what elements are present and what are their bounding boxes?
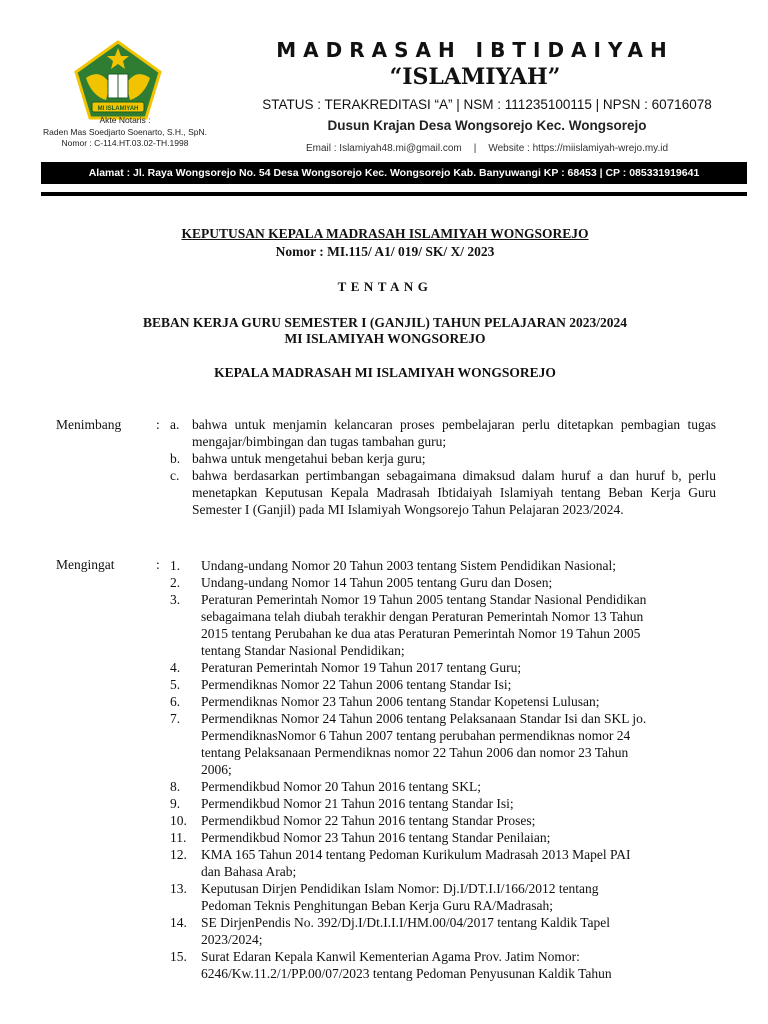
- letterhead-divider: [41, 192, 747, 196]
- school-type: MADRASAH IBTIDAIYAH: [276, 38, 674, 62]
- item-line: Permendikbud Nomor 20 Tahun 2016 tentang SKL;: [201, 779, 482, 794]
- mengingat-label: Mengingat: [56, 557, 115, 572]
- item-text: [201, 812, 718, 829]
- item-number: 12.: [170, 847, 187, 862]
- logo-emblem: [70, 38, 166, 122]
- menimbang-colon: :: [156, 417, 160, 432]
- list-item: [170, 880, 718, 914]
- akte-line: Raden Mas Soedjarto Soenarto, S.H., SpN.: [43, 126, 207, 137]
- item-letter: c.: [170, 468, 180, 483]
- item-line: Permendiknas Nomor 24 Tahun 2006 tentang Pelaksanaan Standar Isi dan SKL jo.: [201, 711, 647, 726]
- mengingat-colon: :: [156, 557, 160, 572]
- notary-info: [20, 115, 230, 150]
- logo-ribbon-text: MI ISLAMIYAH: [97, 106, 139, 112]
- item-text: [201, 914, 718, 948]
- madrasah-logo-icon: [70, 38, 166, 122]
- item-text: bahwa berdasarkan pertimbangan sebagaimana dimaksud dalam huruf a dan huruf b, perlu menetapkan Keputusan Kepala Madrasah Ibtidaiyah Islamiyah tentang Beban Kerja Guru Semester I (Ganjil) pada MI Islamiyah Wongsorejo Tahun Pelajaran 2023/2024.: [192, 468, 716, 517]
- item-number: 5.: [170, 677, 181, 692]
- item-line: Permendikbud Nomor 22 Tahun 2016 tentang Standar Proses;: [201, 813, 536, 828]
- item-letter: b.: [170, 451, 181, 466]
- mengingat-list: [170, 557, 718, 982]
- item-line: tentang Standar Nasional Pendidikan;: [201, 643, 405, 658]
- item-line: dan Bahasa Arab;: [201, 864, 297, 879]
- item-text: [201, 778, 718, 795]
- item-line: PermendiknasNomor 6 Tahun 2007 tentang perubahan permendiknas nomor 24: [201, 728, 631, 743]
- akte-line: Nomor : C-114.HT.03.02-TH.1998: [61, 138, 189, 148]
- list-item: [170, 467, 716, 518]
- item-text: [201, 659, 718, 676]
- item-text: [201, 574, 718, 591]
- item-line: Peraturan Pemerintah Nomor 19 Tahun 2005 tentang Standar Nasional Pendidikan: [201, 592, 647, 607]
- contact-line: [232, 143, 742, 154]
- item-number: 6.: [170, 694, 181, 709]
- item-number: 4.: [170, 660, 181, 675]
- separator: |: [473, 143, 477, 154]
- list-item: [170, 416, 716, 450]
- menimbang-list: [170, 416, 716, 518]
- item-line: sebagaimana telah diubah terakhir dengan Peraturan Pemerintah Nomor 13 Tahun: [201, 609, 644, 624]
- item-line: Pedoman Teknis Penghitungan Beban Kerja Guru RA/Madrasah;: [201, 898, 553, 913]
- list-item: [170, 659, 718, 676]
- item-number: 9.: [170, 796, 181, 811]
- decree-subject-line1: BEBAN KERJA GURU SEMESTER I (GANJIL) TAHUN PELAJARAN 2023/2024: [142, 315, 628, 330]
- school-address: Dusun Krajan Desa Wongsorejo Kec. Wongsorejo: [327, 118, 647, 133]
- item-line: 6246/Kw.11.2/1/PP.00/07/2023 tentang Pedoman Penyusunan Kaldik Tahun: [201, 966, 612, 981]
- website-link[interactable]: Website : https://miislamiyah-wrejo.my.id: [488, 143, 669, 154]
- item-text: [201, 948, 718, 982]
- item-number: 1.: [170, 558, 181, 573]
- item-number: 15.: [170, 949, 187, 964]
- item-line: 2023/2024;: [201, 932, 263, 947]
- item-line: KMA 165 Tahun 2014 tentang Pedoman Kurikulum Madrasah 2013 Mapel PAI: [201, 847, 631, 862]
- item-line: Peraturan Pemerintah Nomor 19 Tahun 2017 tentang Guru;: [201, 660, 522, 675]
- item-text: [201, 693, 718, 710]
- tentang-heading: TENTANG: [337, 279, 433, 294]
- decree-title: KEPUTUSAN KEPALA MADRASAH ISLAMIYAH WONGSOREJO: [181, 226, 589, 241]
- item-number: 8.: [170, 779, 181, 794]
- item-line: Permendikbud Nomor 23 Tahun 2016 tentang Standar Penilaian;: [201, 830, 551, 845]
- menimbang-label: Menimbang: [56, 417, 122, 432]
- item-line: Undang-undang Nomor 14 Tahun 2005 tentang Guru dan Dosen;: [201, 575, 553, 590]
- list-item: [170, 795, 718, 812]
- item-line: Permendiknas Nomor 23 Tahun 2006 tentang Standar Kopetensi Lulusan;: [201, 694, 600, 709]
- item-number: 10.: [170, 813, 187, 828]
- item-number: 11.: [170, 830, 187, 845]
- item-text: bahwa untuk mengetahui beban kerja guru;: [192, 451, 426, 466]
- item-line: Permendikbud Nomor 21 Tahun 2016 tentang Standar Isi;: [201, 796, 514, 811]
- item-text: bahwa untuk menjamin kelancaran proses pembelajaran perlu ditetapkan pembagian tugas mengajar/bimbingan dan tugas tambahan guru;: [192, 417, 716, 449]
- item-line: 2006;: [201, 762, 232, 777]
- list-item: [170, 591, 718, 659]
- item-line: SE DirjenPendis No. 392/Dj.I/Dt.I.I.I/HM.00/04/2017 tentang Kaldik Tapel: [201, 915, 611, 930]
- item-number: 13.: [170, 881, 187, 896]
- list-item: [170, 557, 718, 574]
- list-item: [170, 812, 718, 829]
- list-item: [170, 948, 718, 982]
- list-item: [170, 693, 718, 710]
- item-line: Keputusan Dirjen Pendidikan Islam Nomor: Dj.I/DT.I.I/166/2012 tentang: [201, 881, 599, 896]
- item-line: tentang Pelaksanaan Permendiknas nomor 22 Tahun 2006 dan nomor 23 Tahun: [201, 745, 629, 760]
- issuer-heading: KEPALA MADRASAH MI ISLAMIYAH WONGSOREJO: [214, 365, 556, 380]
- item-line: Permendiknas Nomor 22 Tahun 2006 tentang Standar Isi;: [201, 677, 512, 692]
- item-number: 7.: [170, 711, 181, 726]
- list-item: [170, 829, 718, 846]
- item-text: [201, 591, 718, 659]
- item-text: [201, 846, 718, 880]
- item-text: [201, 829, 718, 846]
- item-number: 14.: [170, 915, 187, 930]
- school-name: “ISLAMIYAH”: [389, 64, 561, 90]
- list-item: [170, 574, 718, 591]
- accreditation-status: STATUS : TERAKREDITASI “A” | NSM : 111235100115 | NPSN : 60716078: [262, 97, 712, 112]
- item-text: [201, 676, 718, 693]
- decree-subject-line2: MI ISLAMIYAH WONGSOREJO: [284, 331, 486, 346]
- address-bar: Alamat : Jl. Raya Wongsorejo No. 54 Desa Wongsorejo Kec. Wongsorejo Kab. Banyuwangi KP : 68453 | CP : 085331919641: [41, 162, 747, 184]
- item-line: Undang-undang Nomor 20 Tahun 2003 tentang Sistem Pendidikan Nasional;: [201, 558, 616, 573]
- list-item: [170, 676, 718, 693]
- list-item: [170, 778, 718, 795]
- decree-number: Nomor : MI.115/ A1/ 019/ SK/ X/ 2023: [275, 244, 495, 259]
- akte-line: Akte Notaris :: [99, 115, 151, 125]
- item-number: 2.: [170, 575, 181, 590]
- list-item: [170, 450, 716, 467]
- item-letter: a.: [170, 417, 180, 432]
- item-line: Surat Edaran Kepala Kanwil Kementerian Agama Prov. Jatim Nomor:: [201, 949, 580, 964]
- item-text: [201, 795, 718, 812]
- item-number: 3.: [170, 592, 181, 607]
- email-text: Email : Islamiyah48.mi@gmail.com: [305, 143, 462, 154]
- list-item: [170, 710, 718, 778]
- list-item: [170, 914, 718, 948]
- list-item: [170, 846, 718, 880]
- item-text: [201, 557, 718, 574]
- item-text: [201, 710, 718, 778]
- item-line: 2015 tentang Perubahan ke dua atas Peraturan Pemerintah Nomor 19 Tahun 2005: [201, 626, 641, 641]
- item-text: [201, 880, 718, 914]
